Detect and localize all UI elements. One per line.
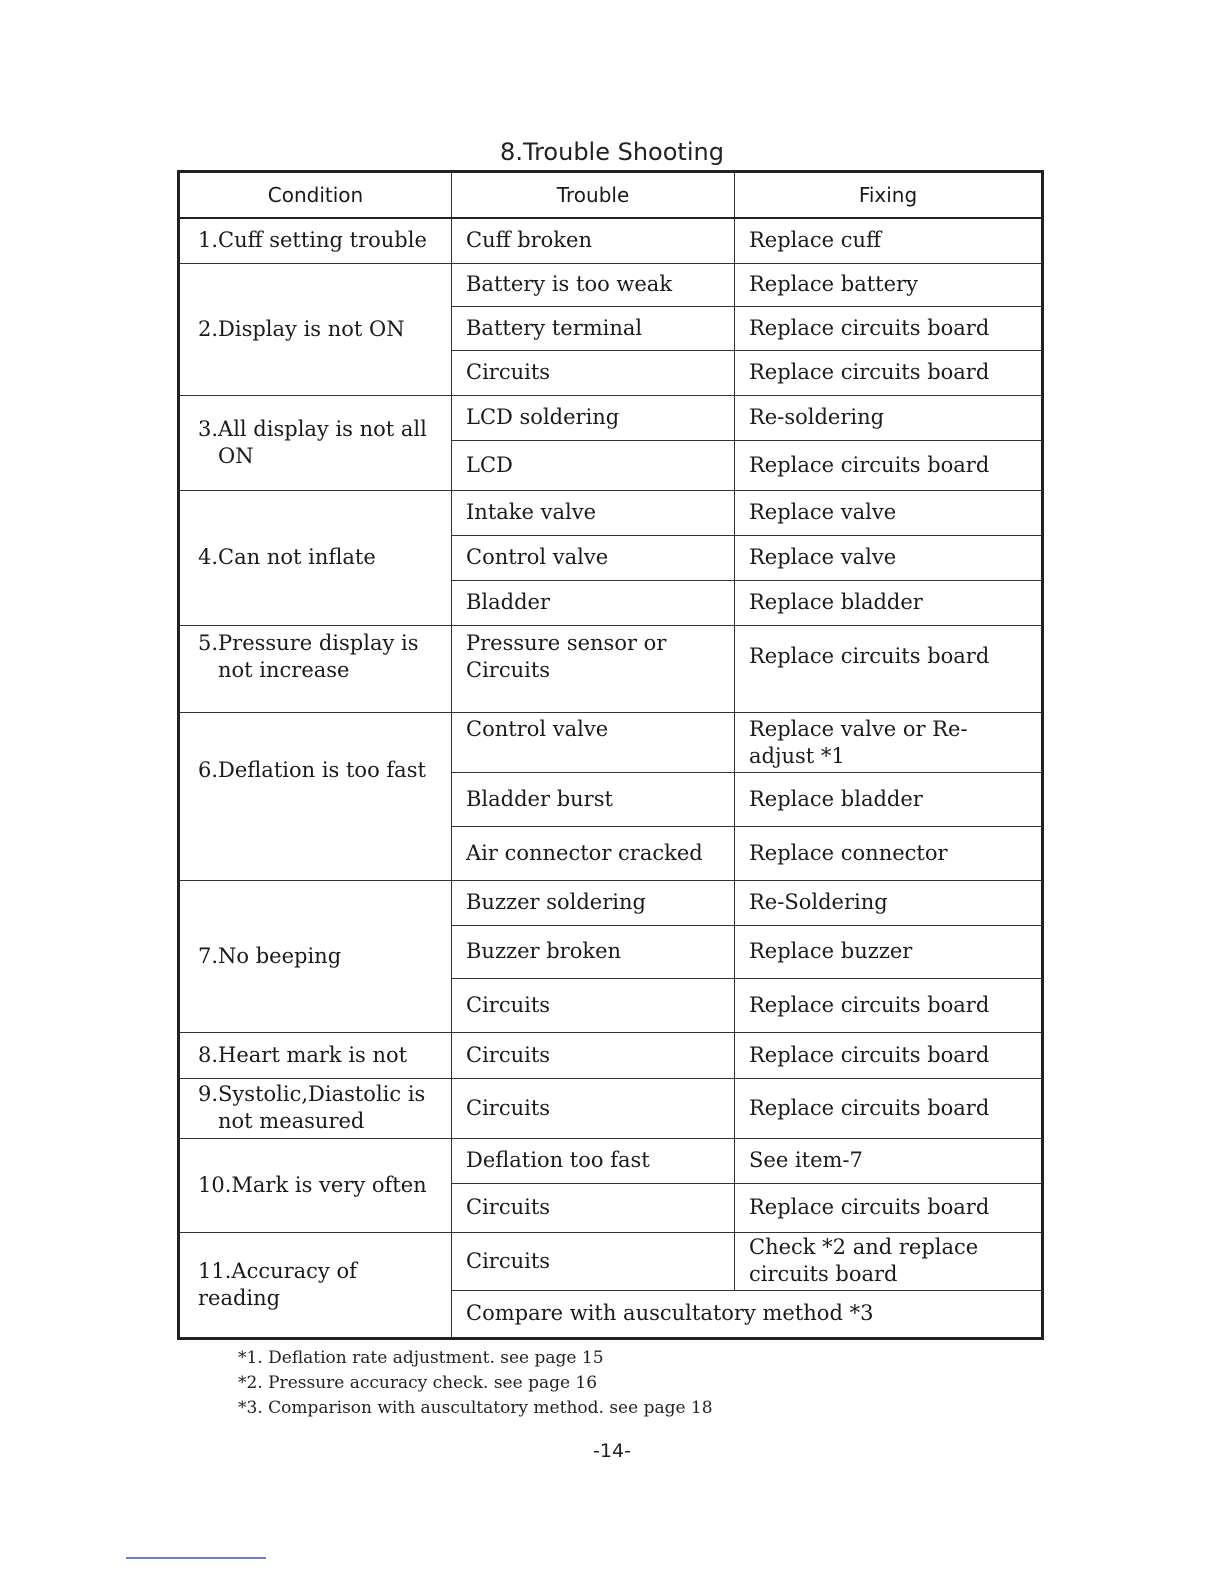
fixing-cell: Replace bladder bbox=[735, 580, 1043, 625]
fixing-cell: Check *2 and replace circuits board bbox=[735, 1232, 1043, 1290]
fixing-cell: Replace cuff bbox=[735, 218, 1043, 263]
fixing-cell: Replace circuits board bbox=[735, 978, 1043, 1032]
footnote: *3. Comparison with auscultatory method. see page 18 bbox=[238, 1398, 713, 1418]
condition-line-cont: not increase bbox=[218, 657, 350, 682]
trouble-cell: Air connector cracked bbox=[452, 826, 735, 880]
fixing-cell: Replace bladder bbox=[735, 772, 1043, 826]
fixing-cell: Replace connector bbox=[735, 826, 1043, 880]
page-number: -14- bbox=[593, 1440, 631, 1462]
trouble-cell: Deflation too fast bbox=[452, 1138, 735, 1183]
table-row bbox=[179, 1232, 1043, 1290]
condition-cell bbox=[179, 625, 452, 712]
table-row bbox=[179, 218, 1043, 263]
header-condition: Condition bbox=[179, 172, 452, 219]
fixing-cell: Replace circuits board bbox=[735, 1078, 1043, 1138]
condition-cell: 1.Cuff setting trouble bbox=[179, 218, 452, 263]
fixing-cell: Replace battery bbox=[735, 263, 1043, 306]
condition-cell: 4.Can not inflate bbox=[179, 490, 452, 625]
fixing-cell: Replace circuits board bbox=[735, 440, 1043, 490]
condition-line: 3.All display is not all bbox=[198, 416, 427, 441]
trouble-cell: Battery is too weak bbox=[452, 263, 735, 306]
table-row bbox=[179, 625, 1043, 712]
trouble-cell: Circuits bbox=[452, 1232, 735, 1290]
condition-cell: 2.Display is not ON bbox=[179, 263, 452, 395]
trouble-cell: LCD soldering bbox=[452, 395, 735, 440]
table-row bbox=[179, 395, 1043, 440]
header-fixing: Fixing bbox=[735, 172, 1043, 219]
footnote: *2. Pressure accuracy check. see page 16 bbox=[238, 1373, 598, 1393]
header-trouble: Trouble bbox=[452, 172, 735, 219]
fixing-cell: Replace circuits board bbox=[735, 1032, 1043, 1078]
condition-line: 5.Pressure display is bbox=[198, 630, 419, 655]
table-header-row bbox=[179, 172, 1043, 219]
table-row bbox=[179, 880, 1043, 925]
trouble-cell: Intake valve bbox=[452, 490, 735, 535]
trouble-cell: Circuits bbox=[452, 1032, 735, 1078]
condition-cell bbox=[179, 395, 452, 490]
condition-cell: 7.No beeping bbox=[179, 880, 452, 1032]
merged-note-cell: Compare with auscultatory method *3 bbox=[452, 1290, 1043, 1338]
scan-artifact-line bbox=[126, 1557, 266, 1559]
trouble-cell: Control valve bbox=[452, 535, 735, 580]
fixing-cell: Replace circuits board bbox=[735, 350, 1043, 395]
table-row bbox=[179, 1138, 1043, 1183]
trouble-cell: Pressure sensor or Circuits bbox=[452, 625, 735, 712]
trouble-cell: Circuits bbox=[452, 350, 735, 395]
fixing-cell: See item-7 bbox=[735, 1138, 1043, 1183]
trouble-cell: Circuits bbox=[452, 978, 735, 1032]
trouble-cell: Cuff broken bbox=[452, 218, 735, 263]
condition-cell: 11.Accuracy of reading bbox=[179, 1232, 452, 1338]
condition-line-cont: not measured bbox=[218, 1109, 365, 1133]
condition-cell: 6.Deflation is too fast bbox=[179, 712, 452, 880]
fixing-cell: Replace valve or Re-adjust *1 bbox=[735, 712, 1043, 772]
condition-cell: 8.Heart mark is not bbox=[179, 1032, 452, 1078]
condition-cell bbox=[179, 1078, 452, 1138]
fixing-cell: Replace circuits board bbox=[735, 306, 1043, 350]
table-row bbox=[179, 490, 1043, 535]
table-row bbox=[179, 263, 1043, 306]
trouble-cell: Circuits bbox=[452, 1183, 735, 1232]
table-row bbox=[179, 712, 1043, 772]
trouble-cell: Battery terminal bbox=[452, 306, 735, 350]
trouble-cell: Circuits bbox=[452, 1078, 735, 1138]
fixing-cell: Replace circuits board bbox=[735, 1183, 1043, 1232]
trouble-cell: Buzzer broken bbox=[452, 925, 735, 978]
fixing-cell: Replace valve bbox=[735, 490, 1043, 535]
trouble-shooting-table bbox=[177, 170, 1044, 1340]
trouble-cell: Buzzer soldering bbox=[452, 880, 735, 925]
table-row bbox=[179, 1032, 1043, 1078]
trouble-cell: Control valve bbox=[452, 712, 735, 772]
condition-cell: 10.Mark is very often bbox=[179, 1138, 452, 1232]
fixing-cell: Replace circuits board bbox=[735, 625, 1043, 712]
trouble-cell: Bladder burst bbox=[452, 772, 735, 826]
footnotes bbox=[238, 1346, 713, 1421]
fixing-cell: Re-Soldering bbox=[735, 880, 1043, 925]
footnote: *1. Deflation rate adjustment. see page 15 bbox=[238, 1348, 604, 1368]
trouble-cell: Bladder bbox=[452, 580, 735, 625]
trouble-cell: LCD bbox=[452, 440, 735, 490]
fixing-cell: Replace valve bbox=[735, 535, 1043, 580]
fixing-cell: Re-soldering bbox=[735, 395, 1043, 440]
condition-line: 9.Systolic,Diastolic is bbox=[198, 1082, 426, 1106]
fixing-cell: Replace buzzer bbox=[735, 925, 1043, 978]
table-row bbox=[179, 1078, 1043, 1138]
condition-line-cont: ON bbox=[218, 443, 254, 468]
page-title: 8.Trouble Shooting bbox=[500, 138, 724, 166]
